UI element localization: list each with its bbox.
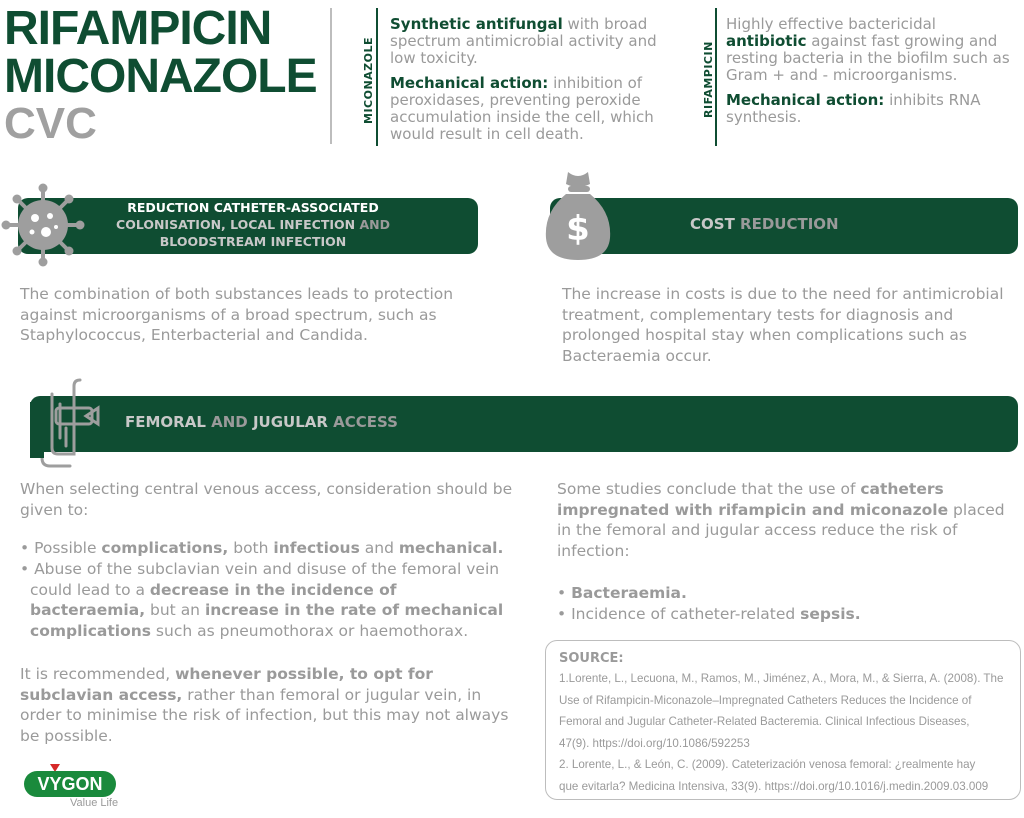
title-line-1: RIFAMPICIN [4,2,272,55]
source-line: que evitarla? Medicina Intensiva, 33(9). https://doi.org/10.1016/j.medin.2009.03.009 [559,779,989,793]
title-divider [330,8,332,144]
source-line: Femoral and Jugular Catheter-Related Bacteremia. Clinical Infectious Diseases, [559,715,970,728]
access-bullet-complications: • Possible complications, both infectious and mechanical. [20,539,504,557]
miconazole-divider [376,8,378,146]
access-recommendation: It is recommended, whenever possible, to opt for subclavian access, rather than femoral or jugular vein, in order to minimise the risk of infection, but this may not always be possible. [20,665,509,745]
source-references [559,668,1019,797]
source-line: 47(9). https://doi.org/10.1086/592253 [559,736,750,750]
studies-bullet-bacteraemia: • Bacteraemia. [557,584,687,602]
rifampicin-divider [715,8,717,146]
source-title: SOURCE: [559,651,624,666]
reduction-banner-text: REDUCTION CATHETER-ASSOCIATED COLONISATION, LOCAL INFECTION AND BLOODSTREAM INFECTION [116,200,390,249]
access-intro: When selecting central venous access, consideration should be given to: [20,480,513,519]
cost-banner-text: COST REDUCTION [690,215,839,233]
miconazole-description: Synthetic antifungal with broad spectrum antimicrobial activity and low toxicity. Mechanical action: inhibition of peroxidases, preventing peroxide accumulation inside the cell, which would result in cell death. [390,15,657,143]
title-line-2: MICONAZOLE [4,50,317,103]
cost-paragraph: The increase in costs is due to the need for antimicrobial treatment, complementary tests for diagnosis and prolonged hospital stay when complications such as Bacteraemia occur. [562,285,1004,365]
svg-text:$: $ [566,209,590,249]
source-line: 2. Lorente, L., & León, C. (2009). Cateterización venosa femoral: ¿realmente hay [559,758,976,771]
money-bag-icon [540,168,616,264]
rifampicin-description: Highly effective bactericidal antibiotic against fast growing and resting bacteria in the biofilm such as Gram + and - microorganisms. Mechanical action: inhibits RNA synthesis. [726,15,1010,126]
virus-icon [0,182,86,268]
reduction-paragraph: The combination of both substances leads to protection against microorganisms of a broad spectrum, such as Staphylococcus, Enterbacterial and Candida. [20,285,454,344]
catheter-icon [30,378,110,470]
miconazole-side-label: MICONAZOLE [362,36,375,124]
source-line: 1.Lorente, L., Lecuona, M., Ramos, M., Jiménez, A., Mora, M., & Sierra, A. (2008). The [559,672,1004,685]
access-bullet-subclavian: • Abuse of the subclavian vein and disuse of the femoral vein could lead to a decrease in the incidence of bacteraemia, but an increase in the rate of mechanical complications such as pneumothorax or haemothorax. [20,560,504,640]
source-line: Use of Rifampicin-Miconazole–Impregnated Catheters Reduces the Incidence of [559,693,972,707]
title-line-3: CVC [4,99,97,148]
studies-paragraph: Some studies conclude that the use of catheters impregnated with rifampicin and miconazole placed in the femoral and jugular access reduce the risk of infection: [557,480,1005,560]
rifampicin-side-label: RIFAMPICIN [702,41,715,118]
logo-tagline: Value Life [70,797,119,809]
vygon-logo: VYGON [24,771,116,797]
studies-bullet-sepsis: • Incidence of catheter-related sepsis. [557,605,861,623]
access-banner-text: FEMORAL AND JUGULAR ACCESS [125,413,398,431]
